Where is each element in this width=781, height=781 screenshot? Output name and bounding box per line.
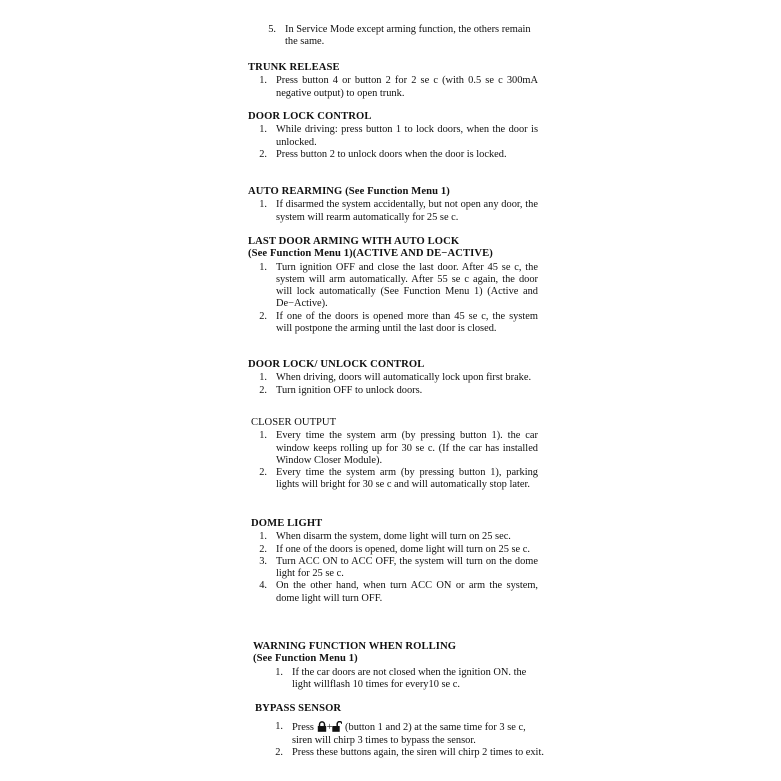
item-text: Every time the system arm (by pressing button 1). the car window keeps rolling up for 30 se c. (If the car has installed Window Closer Module). bbox=[276, 430, 538, 466]
list-item bbox=[248, 467, 538, 492]
item-number: 1. bbox=[259, 124, 267, 136]
list-item bbox=[248, 75, 538, 100]
section-heading: TRUNK RELEASE bbox=[248, 62, 340, 73]
item-number: 2. bbox=[259, 543, 267, 555]
list-item bbox=[248, 430, 538, 467]
section-heading: WARNING FUNCTION WHEN ROLLING bbox=[253, 641, 457, 652]
item-number: 5. bbox=[268, 24, 276, 35]
list-item bbox=[248, 262, 538, 311]
item-number: 1. bbox=[259, 199, 267, 211]
door-lock-control-section bbox=[248, 111, 538, 161]
item-text: Turn ignition OFF to unlock doors. bbox=[276, 384, 423, 396]
list-item bbox=[248, 531, 538, 543]
item-text: Every time the system arm (by pressing button 1), parking lights will bright for 30 se c and will automatically stop later. bbox=[276, 467, 538, 491]
item-text: In Service Mode except arming function, the others remain the same. bbox=[285, 24, 531, 48]
item-number: 2. bbox=[259, 310, 267, 322]
item-text: Turn ACC ON to ACC OFF, the system will turn on the dome light for 25 se c. bbox=[276, 555, 538, 580]
auto-rearming-section bbox=[248, 186, 538, 224]
plus-sign: + bbox=[326, 722, 333, 734]
list-item bbox=[248, 149, 538, 161]
list-item bbox=[253, 667, 543, 692]
item-number: 1. bbox=[275, 721, 283, 733]
last-door-arming-section bbox=[248, 236, 538, 335]
item-text: While driving: press button 1 to lock doors, when the door is unlocked. bbox=[276, 124, 538, 148]
item-number: 1. bbox=[259, 531, 267, 543]
item-text: Press these buttons again, the siren will chirp 2 times to exit. bbox=[292, 746, 544, 758]
item-number: 2. bbox=[259, 467, 267, 479]
section-heading: DOOR LOCK/ UNLOCK CONTROL bbox=[248, 359, 425, 370]
list-item bbox=[248, 544, 538, 556]
list-item bbox=[248, 372, 538, 384]
lock-open-icon bbox=[332, 721, 342, 732]
list-item bbox=[248, 311, 538, 336]
section-heading: AUTO REARMING (See Function Menu 1) bbox=[248, 186, 450, 197]
list-item bbox=[255, 747, 545, 759]
item-text: When disarm the system, dome light will turn on 25 sec. bbox=[276, 531, 511, 543]
item-number: 2. bbox=[275, 746, 283, 758]
press-label: Press bbox=[292, 722, 314, 734]
item-number: 2. bbox=[259, 148, 267, 160]
list-item bbox=[255, 721, 545, 747]
list-item bbox=[248, 385, 538, 397]
item-number: 4. bbox=[259, 580, 267, 592]
door-lock-unlock-section bbox=[248, 359, 538, 397]
closer-output-section bbox=[248, 417, 538, 492]
item-text: When driving, doors will automatically lock upon first brake. bbox=[276, 372, 532, 384]
section-heading: DOOR LOCK CONTROL bbox=[248, 111, 372, 122]
warning-rolling-section bbox=[253, 641, 543, 691]
item-text: If one of the doors is opened more than 45 se c, the system will postpone the arming until the last door is closed. bbox=[276, 310, 538, 335]
section-subheading: (See Function Menu 1)(ACTIVE AND DE−ACTIVE) bbox=[248, 248, 493, 260]
service-mode-section bbox=[248, 24, 538, 49]
section-heading: LAST DOOR ARMING WITH AUTO LOCK bbox=[248, 236, 460, 247]
dome-light-section bbox=[248, 518, 538, 605]
item-text: If the car doors are not closed when the ignition ON. the light willflash 10 times for every10 se c. bbox=[292, 666, 527, 690]
section-subheading: (See Function Menu 1) bbox=[253, 653, 358, 665]
item-text: Press button 4 or button 2 for 2 se c (with 0.5 se c 300mA negative output) to open trunk. bbox=[276, 75, 538, 99]
item-number: 1. bbox=[259, 261, 267, 273]
list-item bbox=[248, 556, 538, 581]
bypass-sensor-section bbox=[255, 703, 545, 759]
item-number: 1. bbox=[259, 372, 267, 384]
item-number: 1. bbox=[259, 430, 267, 442]
list-item bbox=[248, 24, 538, 49]
lock-closed-icon bbox=[317, 721, 327, 732]
item-text bbox=[292, 721, 545, 747]
item-text: Press button 2 to unlock doors when the door is locked. bbox=[276, 148, 507, 160]
section-heading: CLOSER OUTPUT bbox=[251, 417, 337, 428]
list-item bbox=[248, 580, 538, 605]
trunk-release-section bbox=[248, 62, 538, 100]
item-number: 3. bbox=[259, 555, 267, 567]
item-text: If one of the doors is opened, dome light will turn on 25 se c. bbox=[276, 543, 530, 555]
press-instruction: (button 1 and 2) at the same time for 3 se c, siren will chirp 3 times to bypass the sensor. bbox=[292, 722, 526, 746]
item-text: Turn ignition OFF and close the last door. After 45 se c, the system will arm automatically. After 55 se c again, the door will lock automatically (See Function Menu 1) (Active and De−Active). bbox=[276, 261, 538, 310]
item-text: If disarmed the system accidentally, but not open any door, the system will rearm automatically for 25 se c. bbox=[276, 199, 538, 223]
list-item bbox=[248, 124, 538, 149]
item-number: 1. bbox=[259, 75, 267, 87]
section-heading: DOME LIGHT bbox=[251, 518, 323, 529]
item-number: 2. bbox=[259, 384, 267, 396]
list-item bbox=[248, 199, 538, 224]
item-number: 1. bbox=[275, 666, 283, 678]
item-text: On the other hand, when turn ACC ON or arm the system, dome light will turn OFF. bbox=[276, 580, 538, 604]
section-heading: BYPASS SENSOR bbox=[255, 703, 342, 714]
